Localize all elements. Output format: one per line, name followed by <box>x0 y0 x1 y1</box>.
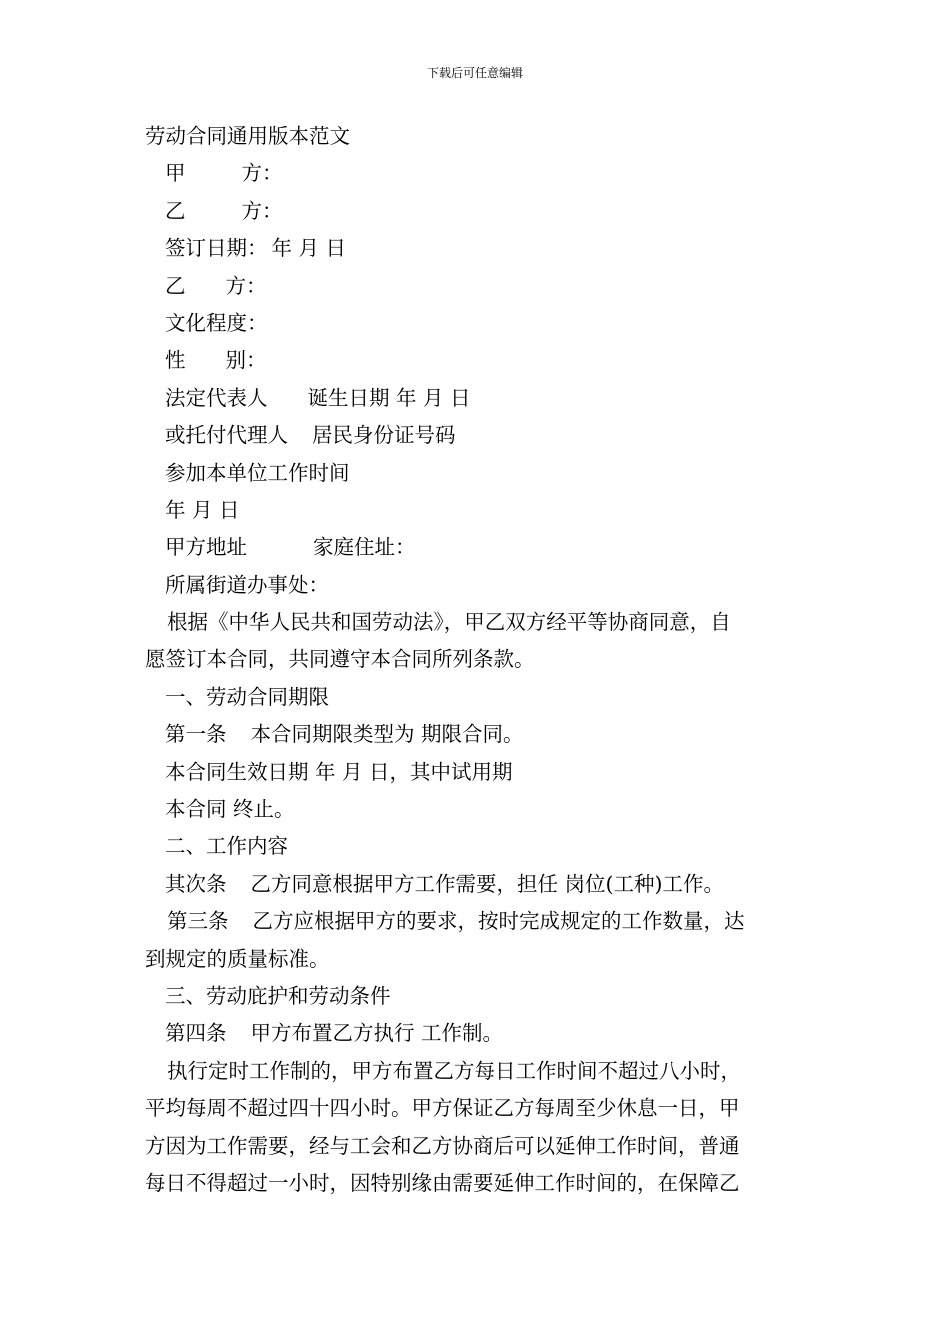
sign-date-value: 年 月 日 <box>271 236 347 261</box>
party-a-label-2: 方： <box>241 161 283 186</box>
document-body <box>145 118 809 1202</box>
article-4-label: 第四条 <box>165 1021 227 1046</box>
preamble-line-2: 愿签订本合同，共同遵守本合同所列条款。 <box>145 647 535 672</box>
education-label: 文化程度： <box>165 310 268 335</box>
party-a-line <box>145 155 809 192</box>
sign-date-label: 签订日期： <box>165 236 268 261</box>
article-1-end-line: 本合同 终止。 <box>165 797 295 822</box>
party-b-line <box>145 193 809 230</box>
article-2-label: 其次条 <box>165 871 227 896</box>
id-number-label: 居民身份证号码 <box>312 423 456 448</box>
address-line <box>145 529 809 566</box>
working-hours-line-4: 每日不得超过一小时，因特别缘由需要延伸工作时间的，在保障乙 <box>145 1170 740 1195</box>
article-1-line <box>145 716 809 753</box>
b-party-label-2: 方： <box>225 273 267 298</box>
sign-date-line <box>145 230 809 267</box>
party-a-address-label: 甲方地址 <box>165 535 247 560</box>
gender-label-2: 别： <box>225 348 267 373</box>
document-title: 劳动合同通用版本范文 <box>145 124 350 148</box>
birth-date-label: 诞生日期 年 月 日 <box>307 385 471 410</box>
article-1-label: 第一条 <box>165 722 227 747</box>
home-address-label: 家庭住址： <box>313 535 416 560</box>
gender-label-1: 性 <box>165 348 186 373</box>
street-office-label: 所属街道办事处： <box>165 572 329 597</box>
join-date-value: 年 月 日 <box>165 497 240 522</box>
gender-line <box>145 342 809 379</box>
article-3-line-2: 到规定的质量标准。 <box>145 946 330 971</box>
preamble-line-1: 根据《中华人民共和国劳动法》，甲乙双方经平等协商同意，自 <box>167 610 731 635</box>
article-2-line <box>145 866 809 903</box>
article-4-line <box>145 1015 809 1052</box>
article-2-text: 乙方同意根据甲方工作需要，担任 岗位(工种)工作。 <box>250 871 725 896</box>
agent-label: 或托付代理人 <box>165 423 288 448</box>
article-1-effective-line: 本合同生效日期 年 月 日，其中试用期 <box>165 759 513 784</box>
join-time-label: 参加本单位工作时间 <box>165 460 350 485</box>
section-3-heading: 三、劳动庇护和劳动条件 <box>165 983 391 1008</box>
join-time-line <box>145 455 809 492</box>
section-1-heading: 一、劳动合同期限 <box>165 684 329 709</box>
party-a-label-1: 甲 <box>165 161 186 186</box>
article-4-text: 甲方布置乙方执行 工作制。 <box>250 1021 504 1046</box>
legal-rep-line <box>145 380 809 417</box>
article-3-label: 第三条 <box>167 909 229 934</box>
party-b-label-2: 方： <box>241 198 283 223</box>
working-hours-line-1: 执行定时工作制的，甲方布置乙方每日工作时间不超过八小时， <box>167 1058 741 1083</box>
article-1-text: 本合同期限类型为 期限合同。 <box>250 722 524 747</box>
agent-line <box>145 417 809 454</box>
b-party-label-1: 乙 <box>165 273 186 298</box>
education-line <box>145 305 809 342</box>
article-3-line-1 <box>145 903 809 940</box>
article-3-text-1: 乙方应根据甲方的要求，按时完成规定的工作数量，达 <box>252 909 745 934</box>
street-office-line <box>145 567 809 604</box>
section-2-heading: 二、工作内容 <box>165 834 288 859</box>
working-hours-line-2: 平均每周不超过四十四小时。甲方保证乙方每周至少休息一日，甲 <box>145 1096 740 1121</box>
join-date-line <box>145 492 809 529</box>
page-header: 下载后可任意编辑 <box>426 66 523 80</box>
party-b-label-1: 乙 <box>165 198 186 223</box>
working-hours-line-3: 方因为工作需要，经与工会和乙方协商后可以延伸工作时间，普通 <box>145 1133 740 1158</box>
legal-rep-label: 法定代表人 <box>165 385 268 410</box>
b-party-line <box>145 268 809 305</box>
